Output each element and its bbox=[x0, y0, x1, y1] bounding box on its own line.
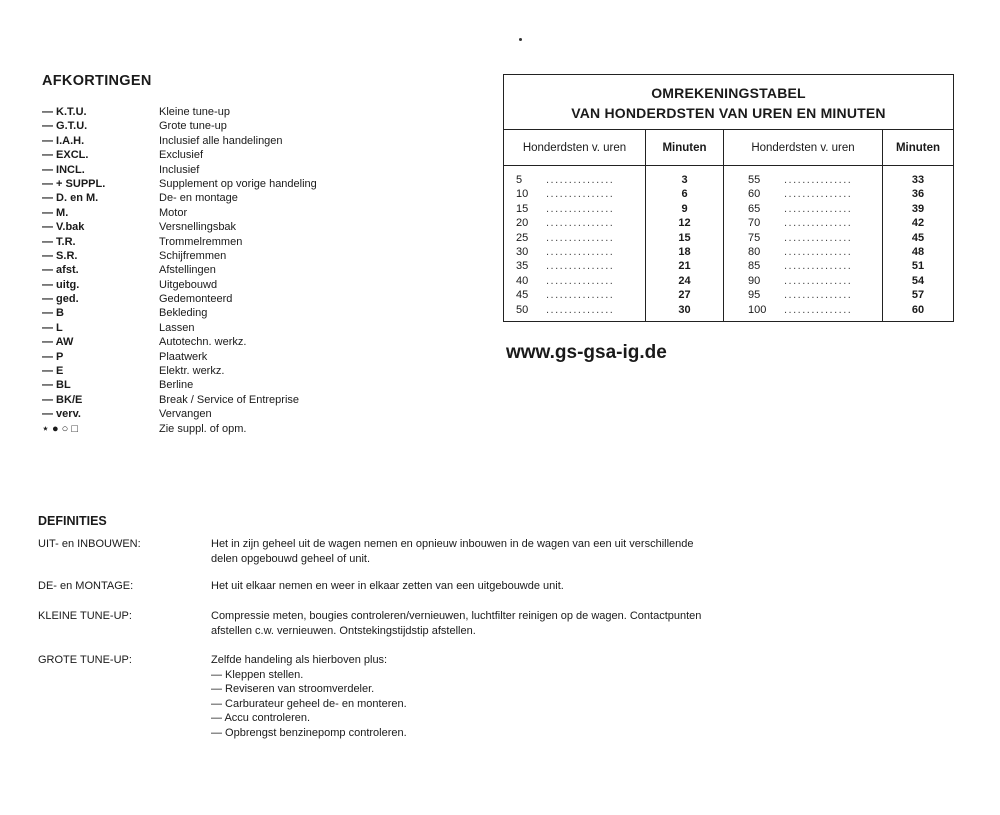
hundredths-row bbox=[516, 245, 642, 259]
leader-dots: ............... bbox=[546, 188, 615, 201]
minutes-value: 6 bbox=[681, 188, 688, 201]
definition-term: KLEINE TUNE-UP: bbox=[38, 610, 132, 622]
leader-dots: ............... bbox=[546, 274, 615, 287]
abbreviation-code: — B bbox=[42, 307, 64, 320]
hundredths-row bbox=[748, 187, 880, 201]
hundredths-row bbox=[748, 231, 880, 245]
conversion-table-body bbox=[504, 130, 953, 321]
hundredths-value: 35 bbox=[516, 260, 529, 273]
abbreviations-list bbox=[42, 105, 462, 436]
abbreviation-description: De- en montage bbox=[159, 192, 238, 205]
hundredths-value: 75 bbox=[748, 231, 761, 244]
hundredths-value: 100 bbox=[748, 303, 767, 316]
minutes-value: 9 bbox=[681, 202, 688, 215]
hundredths-value: 95 bbox=[748, 289, 761, 302]
minutes-value: 27 bbox=[678, 289, 691, 302]
abbreviation-description: Afstellingen bbox=[159, 264, 216, 277]
abbreviation-row bbox=[42, 177, 462, 191]
stray-dot bbox=[519, 38, 522, 41]
abbreviation-code: — + SUPPL. bbox=[42, 177, 106, 190]
definition-line: Het in zijn geheel uit de wagen nemen en opnieuw inbouwen in de wagen van een uit verschillende bbox=[211, 538, 694, 550]
leader-dots: ............... bbox=[546, 231, 615, 244]
minutes-value: 57 bbox=[911, 289, 925, 302]
definition-line: Compressie meten, bougies controleren/vernieuwen, luchtfilter reinigen op de wagen. Contactpunten bbox=[211, 610, 702, 622]
abbreviation-code: — S.R. bbox=[42, 249, 78, 262]
abbreviation-row bbox=[42, 321, 462, 335]
definition-line: — Opbrengst benzinepomp controleren. bbox=[211, 726, 407, 739]
hundredths-row bbox=[516, 274, 642, 288]
abbreviation-code: — M. bbox=[42, 206, 69, 219]
leader-dots: ............... bbox=[784, 188, 853, 201]
abbreviation-description: Elektr. werkz. bbox=[159, 365, 225, 378]
abbreviation-description: Break / Service of Entreprise bbox=[159, 393, 300, 406]
minutes-value: 30 bbox=[678, 303, 691, 316]
hundredths-value: 90 bbox=[748, 274, 761, 287]
abbreviation-description: Lassen bbox=[159, 321, 195, 334]
abbreviation-code: — I.A.H. bbox=[42, 134, 85, 147]
abbreviation-description: Gedemonteerd bbox=[159, 293, 233, 306]
hundredths-column-left bbox=[516, 173, 642, 317]
abbreviation-code: — INCL. bbox=[42, 163, 85, 176]
abbreviation-row bbox=[42, 378, 462, 392]
abbreviation-row bbox=[42, 263, 462, 277]
abbreviation-row bbox=[42, 249, 462, 263]
definition-term: UIT- en INBOUWEN: bbox=[38, 538, 141, 550]
abbreviation-row bbox=[42, 364, 462, 378]
hundredths-row bbox=[516, 173, 642, 187]
definition-line: Zelfde handeling als hierboven plus: bbox=[211, 654, 388, 666]
minutes-value: 42 bbox=[911, 217, 925, 230]
hundredths-row bbox=[748, 216, 880, 230]
header-hundredths-right: Honderdsten v. uren bbox=[724, 130, 882, 166]
leader-dots: ............... bbox=[784, 260, 853, 273]
leader-dots: ............... bbox=[784, 202, 853, 215]
abbreviation-description: Kleine tune-up bbox=[159, 106, 230, 118]
abbreviation-code: — afst. bbox=[42, 264, 79, 277]
abbreviations-title: AFKORTINGEN bbox=[42, 73, 152, 89]
hundredths-value: 60 bbox=[748, 188, 761, 201]
definitions-title: DEFINITIES bbox=[38, 514, 107, 528]
conversion-title-line1: OMREKENINGSTABEL bbox=[651, 85, 806, 101]
abbreviation-row bbox=[42, 220, 462, 234]
definition-line: afstellen c.w. vernieuwen. Ontstekingstijdstip afstellen. bbox=[211, 624, 476, 637]
abbreviation-code: — G.T.U. bbox=[42, 120, 88, 133]
hundredths-value: 65 bbox=[748, 202, 761, 215]
leader-dots: ............... bbox=[546, 217, 615, 230]
leader-dots: ............... bbox=[546, 303, 615, 316]
hundredths-value: 70 bbox=[748, 217, 761, 230]
minutes-value: 12 bbox=[678, 217, 691, 230]
minutes-value: 39 bbox=[911, 202, 925, 215]
abbreviation-description: Plaatwerk bbox=[159, 350, 208, 363]
abbreviation-code: — AW bbox=[42, 336, 74, 349]
abbreviation-description: Inclusief bbox=[159, 163, 200, 176]
abbreviation-code: ⋆ ● ○ □ bbox=[42, 422, 78, 435]
minutes-value: 21 bbox=[678, 260, 691, 273]
hundredths-value: 85 bbox=[748, 260, 761, 273]
minutes-value: 15 bbox=[678, 231, 691, 244]
abbreviation-description: Grote tune-up bbox=[159, 120, 227, 133]
leader-dots: ............... bbox=[546, 174, 615, 186]
abbreviation-row bbox=[42, 206, 462, 220]
abbreviation-code: — K.T.U. bbox=[42, 106, 87, 118]
abbreviation-code: — uitg. bbox=[42, 278, 80, 291]
minutes-value: 36 bbox=[911, 188, 925, 201]
abbreviation-row bbox=[42, 163, 462, 177]
leader-dots: ............... bbox=[546, 202, 615, 215]
hundredths-value: 10 bbox=[516, 188, 529, 201]
abbreviation-description: Autotechn. werkz. bbox=[159, 336, 247, 349]
leader-dots: ............... bbox=[784, 303, 853, 316]
hundredths-row bbox=[748, 259, 880, 273]
minutes-column-right bbox=[883, 173, 953, 317]
minutes-value: 60 bbox=[911, 303, 925, 316]
hundredths-row bbox=[748, 274, 880, 288]
abbreviation-row bbox=[42, 134, 462, 148]
hundredths-row bbox=[516, 187, 642, 201]
hundredths-value: 80 bbox=[748, 245, 761, 258]
definition-line: Het uit elkaar nemen en weer in elkaar zetten van een uitgebouwde unit. bbox=[211, 580, 564, 592]
conversion-table-header bbox=[504, 75, 953, 130]
abbreviation-description: Vervangen bbox=[159, 408, 212, 421]
leader-dots: ............... bbox=[784, 231, 853, 244]
minutes-value: 33 bbox=[911, 174, 925, 186]
hundredths-row bbox=[748, 303, 880, 317]
abbreviation-code: — EXCL. bbox=[42, 149, 89, 162]
leader-dots: ............... bbox=[784, 245, 853, 258]
conversion-title-line2: VAN HONDERDSTEN VAN UREN EN MINUTEN bbox=[571, 105, 886, 121]
definition-line: — Accu controleren. bbox=[211, 712, 311, 724]
abbreviation-code: — D. en M. bbox=[42, 192, 99, 205]
abbreviation-row bbox=[42, 148, 462, 162]
abbreviation-description: Motor bbox=[159, 206, 188, 219]
leader-dots: ............... bbox=[546, 260, 615, 273]
abbreviation-row bbox=[42, 119, 462, 133]
leader-dots: ............... bbox=[546, 289, 615, 302]
minutes-value: 54 bbox=[911, 274, 925, 287]
leader-dots: ............... bbox=[784, 289, 853, 302]
abbreviation-description: Exclusief bbox=[159, 149, 204, 162]
abbreviation-description: Uitgebouwd bbox=[159, 278, 218, 291]
hundredths-column-right bbox=[748, 173, 880, 317]
abbreviation-code: — E bbox=[42, 365, 64, 378]
abbreviation-code: — BL bbox=[42, 379, 71, 392]
minutes-value: 24 bbox=[678, 274, 691, 287]
hundredths-row bbox=[516, 259, 642, 273]
minutes-value: 48 bbox=[911, 245, 925, 258]
definition-text bbox=[211, 609, 855, 638]
abbreviation-row bbox=[42, 393, 462, 407]
definition-term: GROTE TUNE-UP: bbox=[38, 654, 132, 666]
website-url: www.gs-gsa-ig.de bbox=[506, 342, 667, 363]
header-minutes-left: Minuten bbox=[646, 130, 723, 166]
hundredths-value: 45 bbox=[516, 289, 529, 302]
hundredths-value: 30 bbox=[516, 245, 529, 258]
abbreviation-description: Versnellingsbak bbox=[159, 221, 237, 234]
abbreviation-code: — verv. bbox=[42, 408, 81, 421]
abbreviation-row bbox=[42, 278, 462, 292]
definition-term: DE- en MONTAGE: bbox=[38, 580, 134, 592]
abbreviation-description: Zie suppl. of opm. bbox=[159, 422, 247, 435]
hundredths-value: 15 bbox=[516, 202, 529, 215]
abbreviation-description: Berline bbox=[159, 379, 194, 392]
leader-dots: ............... bbox=[784, 217, 853, 230]
minutes-value: 18 bbox=[678, 245, 691, 258]
leader-dots: ............... bbox=[784, 174, 853, 186]
abbreviation-description: Bekleding bbox=[159, 307, 208, 320]
abbreviation-row bbox=[42, 191, 462, 205]
header-hundredths-left: Honderdsten v. uren bbox=[504, 130, 645, 166]
abbreviation-code: — V.bak bbox=[42, 221, 85, 234]
abbreviation-code: — BK/E bbox=[42, 393, 83, 406]
hundredths-row bbox=[748, 288, 880, 302]
definition-line: — Kleppen stellen. bbox=[211, 668, 304, 681]
leader-dots: ............... bbox=[784, 274, 853, 287]
hundredths-value: 50 bbox=[516, 303, 529, 316]
abbreviation-description: Inclusief alle handelingen bbox=[159, 134, 283, 147]
definition-text bbox=[211, 653, 855, 740]
conversion-table bbox=[503, 74, 954, 322]
hundredths-row bbox=[516, 216, 642, 230]
hundredths-row bbox=[516, 303, 642, 317]
abbreviation-description: Supplement op vorige handeling bbox=[159, 177, 317, 190]
abbreviation-code: — L bbox=[42, 321, 63, 334]
abbreviation-row bbox=[42, 306, 462, 320]
abbreviation-description: Trommelremmen bbox=[159, 235, 243, 248]
hundredths-row bbox=[516, 231, 642, 245]
hundredths-row bbox=[516, 202, 642, 216]
hundredths-row bbox=[748, 202, 880, 216]
definition-line: — Carburateur geheel de- en monteren. bbox=[211, 697, 407, 710]
minutes-value: 3 bbox=[681, 174, 688, 186]
hundredths-row bbox=[748, 173, 880, 187]
abbreviation-code: — T.R. bbox=[42, 235, 76, 248]
minutes-column-left bbox=[646, 173, 723, 317]
abbreviation-row bbox=[42, 407, 462, 421]
hundredths-value: 40 bbox=[516, 274, 529, 287]
abbreviation-row bbox=[42, 335, 462, 349]
header-minutes-right: Minuten bbox=[883, 130, 953, 166]
abbreviation-row bbox=[42, 292, 462, 306]
hundredths-row bbox=[516, 288, 642, 302]
abbreviation-row bbox=[42, 422, 462, 436]
definition-line: delen opgebouwd geheel of unit. bbox=[211, 552, 371, 565]
hundredths-value: 55 bbox=[748, 174, 761, 186]
hundredths-value: 25 bbox=[516, 231, 529, 244]
abbreviation-description: Schijfremmen bbox=[159, 249, 227, 262]
hundredths-row bbox=[748, 245, 880, 259]
minutes-value: 51 bbox=[911, 260, 925, 273]
abbreviation-row bbox=[42, 350, 462, 364]
abbreviation-row bbox=[42, 105, 462, 119]
abbreviation-code: — ged. bbox=[42, 293, 79, 306]
minutes-value: 45 bbox=[911, 231, 925, 244]
abbreviation-row bbox=[42, 235, 462, 249]
definition-text bbox=[211, 537, 855, 566]
leader-dots: ............... bbox=[546, 245, 615, 258]
abbreviation-code: — P bbox=[42, 350, 64, 363]
hundredths-value: 5 bbox=[516, 174, 523, 186]
hundredths-value: 20 bbox=[516, 217, 529, 230]
definition-line: — Reviseren van stroomverdeler. bbox=[211, 683, 375, 695]
definition-text bbox=[211, 579, 855, 594]
